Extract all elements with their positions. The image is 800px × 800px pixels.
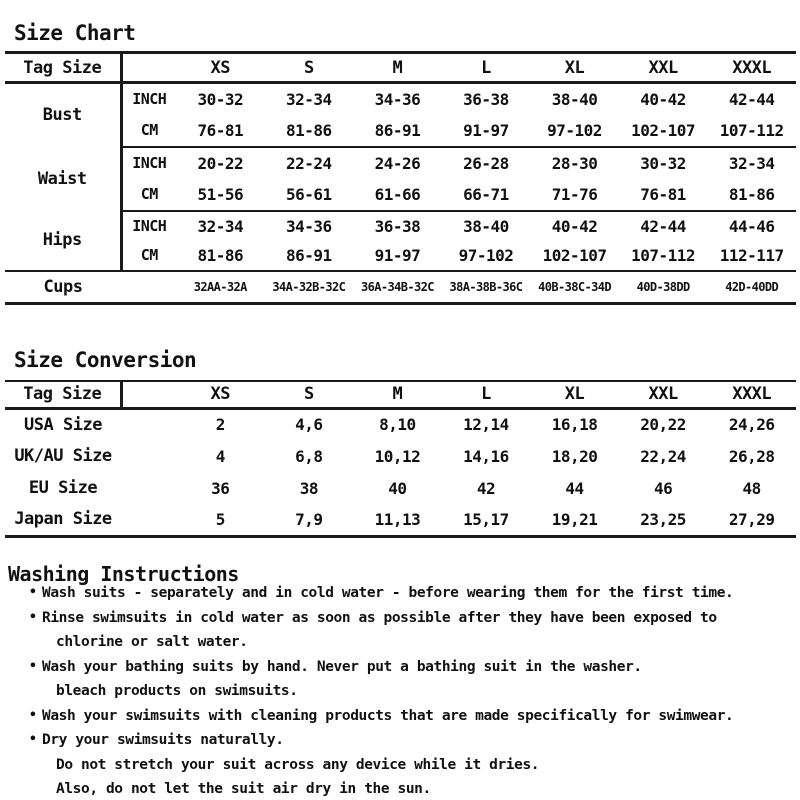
bust-inch-value-6: 42-44 [728, 89, 775, 109]
size-conversion-tag-size-header: Tag Size [5, 381, 121, 408]
hips-cm-value-6: 112-117 [707, 241, 796, 271]
washing-text-6: Wash your swimsuits with cleaning products that are made specifically for swimwear. [42, 707, 734, 724]
hips-inch-value-6: 44-46 [728, 216, 775, 236]
size-conversion-header-size-6: XXXL [707, 381, 796, 408]
bust-cm-value-5: 102-107 [619, 115, 708, 147]
waist-label: Waist [5, 147, 121, 211]
waist-cm-value-0: 51-56 [176, 179, 265, 211]
cups-value-4: 40B-38C-34D [538, 279, 611, 294]
eu-size-value-2: 40 [388, 478, 407, 498]
japan-size-label: Japan Size [14, 509, 112, 530]
usa-size-value-3: 12,14 [463, 415, 509, 435]
waist-cm-value-5: 76-81 [619, 179, 708, 211]
usa-size-spacer [121, 408, 176, 440]
bullet-icon: • [29, 585, 37, 600]
bust-inch-value-2: 34-36 [374, 89, 421, 109]
size-chart-table [5, 51, 796, 305]
bullet-icon: • [29, 658, 37, 674]
uk-au-size-value-6: 26,28 [728, 446, 775, 466]
uk-au-size-spacer [121, 440, 176, 472]
uk-au-size-value-2: 10,12 [374, 446, 421, 466]
bust-inch-row [5, 83, 796, 115]
washing-line-6 [0, 704, 800, 729]
bust-inch-value-0: 30-32 [197, 89, 244, 109]
waist-inch-value-0: 20-22 [197, 153, 244, 173]
uk-au-size-value-5: 22,24 [640, 446, 686, 466]
usa-size-value-6: 24,26 [728, 415, 775, 435]
size-chart-header-size-5: XXL [619, 53, 708, 83]
hips-inch-value-4: 40-42 [551, 216, 598, 236]
size-chart-header-size-6: XXXL [707, 53, 796, 83]
bust-inch-value-4: 38-40 [551, 89, 598, 109]
bust-cm-value-2: 86-91 [353, 115, 442, 147]
cups-value-3: 38A-38B-36C [449, 279, 523, 294]
size-conversion-header-size-1: S [265, 381, 354, 408]
japan-size-value-2: 11,13 [374, 509, 421, 529]
waist-inch-value-2: 24-26 [374, 153, 421, 173]
waist-cm-unit: CM [121, 179, 176, 211]
washing-line-4 [0, 655, 800, 680]
cups-label: Cups [43, 276, 83, 297]
cups-row [5, 271, 796, 304]
size-chart-header-size-0: XS [176, 53, 265, 83]
eu-size-value-0: 36 [211, 478, 230, 498]
hips-inch-value-2: 36-38 [374, 216, 421, 236]
bullet-icon: • [29, 732, 37, 748]
bust-inch-value-5: 40-42 [640, 89, 686, 109]
usa-size-label: USA Size [24, 414, 102, 435]
hips-inch-value-0: 32-34 [197, 216, 244, 236]
bust-cm-value-0: 76-81 [176, 115, 265, 147]
hips-inch-value-5: 42-44 [640, 216, 686, 236]
eu-size-row [5, 472, 796, 504]
usa-size-row [5, 408, 796, 440]
hips-cm-row [5, 241, 796, 271]
washing-text-5: bleach products on swimsuits. [56, 683, 298, 700]
hips-cm-value-4: 102-107 [530, 241, 619, 271]
uk-au-size-value-3: 14,16 [463, 446, 509, 466]
eu-size-value-3: 42 [476, 478, 496, 498]
japan-size-value-1: 7,9 [295, 509, 323, 529]
size-conversion-header-size-2: M [353, 381, 442, 408]
waist-cm-value-2: 61-66 [353, 179, 442, 211]
waist-inch-unit: INCH [132, 154, 167, 172]
japan-size-value-5: 23,25 [640, 509, 686, 529]
waist-cm-value-4: 71-76 [530, 179, 619, 211]
bust-inch-value-3: 36-38 [463, 89, 509, 109]
washing-text-8: Do not stretch your suit across any device while it dries. [56, 756, 540, 773]
washing-line-1 [0, 581, 800, 606]
size-chart-title: Size Chart [14, 21, 136, 45]
size-conversion-title: Size Conversion [14, 348, 197, 372]
size-conversion-header-row [5, 381, 796, 408]
size-conversion-header-size-3: L [442, 381, 531, 408]
size-chart-header-row [5, 53, 796, 83]
usa-size-value-2: 8,10 [379, 415, 416, 435]
size-conversion-header-size-5: XXL [619, 381, 708, 408]
washing-text-9: Also, do not let the suit air dry in the sun. [56, 781, 431, 798]
size-conversion-header-spacer [121, 381, 176, 408]
size-chart-unit-header-spacer [121, 53, 176, 83]
hips-cm-value-0: 81-86 [176, 241, 265, 271]
japan-size-row [5, 504, 796, 536]
usa-size-value-0: 2 [215, 415, 225, 435]
hips-inch-unit: INCH [132, 217, 167, 235]
bust-inch-value-1: 32-34 [286, 89, 332, 109]
washing-instructions-list [0, 581, 800, 800]
size-chart-header-size-2: M [353, 53, 442, 83]
bust-cm-unit: CM [121, 115, 176, 147]
hips-inch-row [5, 211, 796, 241]
japan-size-value-3: 15,17 [463, 509, 509, 529]
washing-instructions-title: Washing Instructions [8, 562, 239, 586]
eu-size-value-5: 46 [653, 478, 673, 498]
bust-cm-row [5, 115, 796, 147]
japan-size-value-0: 5 [215, 509, 225, 529]
cups-value-5: 40D-38DD [636, 279, 690, 294]
bust-label: Bust [5, 83, 121, 147]
washing-line-8 [0, 753, 800, 778]
size-conversion-header-size-0: XS [176, 381, 265, 408]
size-chart-header-size-1: S [265, 53, 354, 83]
waist-cm-value-6: 81-86 [707, 179, 796, 211]
washing-text-4: Wash your bathing suits by hand. Never put a bathing suit in the washer. [42, 658, 642, 675]
washing-text-1: Wash suits - separately and in cold water - before wearing them for the first time. [42, 585, 734, 601]
usa-size-value-5: 20,22 [640, 415, 686, 435]
eu-size-value-6: 48 [742, 478, 761, 498]
washing-text-2: Rinse swimsuits in cold water as soon as possible after they have been exposed to [42, 609, 717, 626]
bust-cm-value-4: 97-102 [530, 115, 619, 147]
hips-inch-value-3: 38-40 [463, 216, 509, 236]
hips-cm-value-3: 97-102 [442, 241, 531, 271]
usa-size-value-1: 4,6 [295, 415, 323, 435]
hips-inch-value-1: 34-36 [286, 216, 332, 236]
waist-cm-row [5, 179, 796, 211]
waist-inch-row [5, 147, 796, 179]
waist-inch-value-6: 32-34 [728, 153, 775, 173]
washing-line-5 [0, 679, 800, 704]
japan-size-value-6: 27,29 [728, 509, 775, 529]
size-chart-tag-size-header: Tag Size [5, 53, 121, 83]
washing-line-2 [0, 606, 800, 631]
usa-size-value-4: 16,18 [551, 415, 598, 435]
bullet-icon: • [29, 609, 37, 625]
cups-value-6: 42D-40DD [725, 279, 779, 294]
eu-size-value-4: 44 [565, 478, 584, 498]
hips-cm-unit: CM [121, 241, 176, 271]
washing-line-3 [0, 630, 800, 655]
eu-size-label: EU Size [28, 478, 98, 498]
uk-au-size-value-4: 18,20 [551, 446, 598, 466]
bust-cm-value-6: 107-112 [707, 115, 796, 147]
washing-text-7: Dry your swimsuits naturally. [42, 732, 284, 749]
cups-value-0: 32AA-32A [193, 279, 247, 294]
waist-cm-value-3: 66-71 [442, 179, 531, 211]
eu-size-value-1: 38 [299, 478, 318, 498]
eu-size-spacer [121, 472, 176, 504]
size-chart-header-size-3: L [442, 53, 531, 83]
hips-cm-value-1: 86-91 [265, 241, 354, 271]
waist-inch-value-1: 22-24 [286, 153, 332, 173]
washing-line-9 [0, 777, 800, 800]
uk-au-size-value-0: 4 [215, 446, 225, 466]
cups-value-2: 36A-34B-32C [360, 279, 434, 294]
hips-label: Hips [5, 211, 121, 271]
size-conversion-table [5, 380, 796, 538]
japan-size-spacer [121, 504, 176, 536]
washing-line-7 [0, 728, 800, 753]
uk-au-size-row [5, 440, 796, 472]
uk-au-size-value-1: 6,8 [295, 446, 323, 466]
cups-unit-spacer [121, 271, 176, 304]
uk-au-size-label: UK/AU Size [14, 446, 112, 466]
waist-cm-value-1: 56-61 [265, 179, 354, 211]
waist-inch-value-4: 28-30 [551, 153, 598, 173]
japan-size-value-4: 19,21 [551, 509, 598, 529]
bullet-icon: • [29, 707, 37, 723]
bust-cm-value-3: 91-97 [442, 115, 531, 147]
bust-inch-unit: INCH [132, 90, 167, 109]
hips-cm-value-5: 107-112 [619, 241, 708, 271]
bust-cm-value-1: 81-86 [265, 115, 354, 147]
size-chart-header-size-4: XL [530, 53, 619, 83]
cups-value-1: 34A-32B-32C [272, 279, 346, 294]
size-conversion-header-size-4: XL [530, 381, 619, 408]
waist-inch-value-5: 30-32 [640, 153, 686, 173]
waist-inch-value-3: 26-28 [463, 153, 509, 173]
washing-text-3: chlorine or salt water. [56, 634, 248, 651]
hips-cm-value-2: 91-97 [353, 241, 442, 271]
